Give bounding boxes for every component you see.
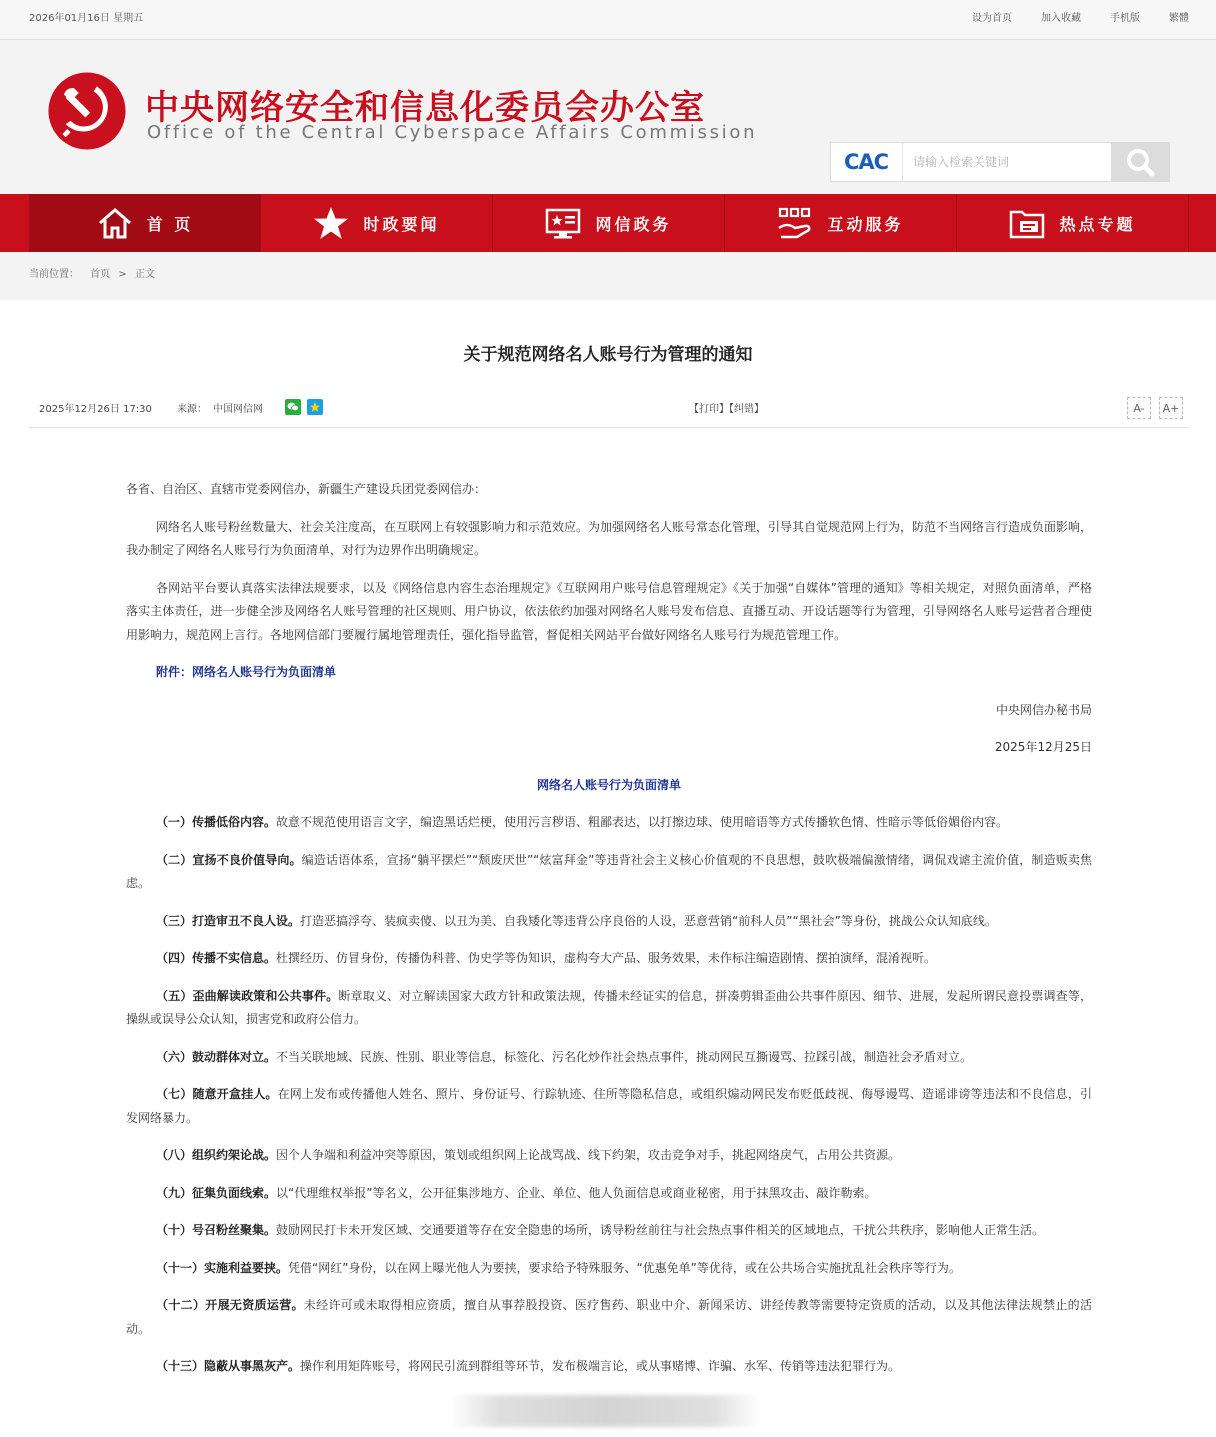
list-item bbox=[126, 1144, 1092, 1168]
star-icon bbox=[313, 206, 349, 240]
list-item-text: 因个人争端和利益冲突等原因，策划或组织网上论战骂战、线下约架，攻击竞争对手，挑起网络戾气，占用公共资源。 bbox=[276, 1148, 901, 1162]
font-size-controls bbox=[1127, 397, 1183, 419]
font-increase-button[interactable]: A+ bbox=[1159, 397, 1183, 419]
article-source bbox=[177, 400, 263, 415]
list-item-text: 凭借“网红”身份，以在网上曝光他人为要挟，要求给予特殊服务、“优惠免单”等优待，或在公共场合实施扰乱社会秩序等行为。 bbox=[288, 1260, 961, 1275]
publish-datetime: 2025年12月26日 17:30 bbox=[39, 404, 152, 415]
party-emblem-logo[interactable] bbox=[46, 70, 128, 152]
current-date: 2026年01月16日 星期五 bbox=[29, 13, 144, 24]
list-item-text: 编造话语体系，宣扬“躺平摆烂”“颓废厌世”“炫富拜金”等违背社会主义核心价值观的不良思想，鼓吹极端偏激情绪，调侃戏谑主流价值，制造贩卖焦虑。 bbox=[126, 852, 1092, 890]
site-title-en: Office of the Central Cyberspace Affairs Commission bbox=[147, 122, 758, 143]
list-item-head: （十一）实施利益要挟。 bbox=[156, 1260, 289, 1275]
search-icon bbox=[1125, 147, 1155, 177]
list-item bbox=[126, 1083, 1092, 1130]
list-item-head: （十三）隐蔽从事黑灰产。 bbox=[156, 1359, 301, 1373]
source-name: 中国网信网 bbox=[213, 404, 263, 415]
site-title-cn: 中央网络安全和信息化委员会办公室 bbox=[145, 88, 705, 128]
list-item bbox=[126, 1182, 1092, 1206]
nav-politics-news-label: 时政要闻 bbox=[363, 214, 440, 234]
list-item-head: （九）征集负面线索。 bbox=[156, 1185, 277, 1200]
breadcrumb-separator: > bbox=[118, 269, 127, 280]
nav-politics-news[interactable] bbox=[261, 194, 493, 252]
list-item-head: （十）号召粉丝聚集。 bbox=[156, 1223, 277, 1237]
wechat-share-icon[interactable] bbox=[285, 399, 301, 415]
list-item-head: （五）歪曲解读政策和公共事件。 bbox=[156, 988, 339, 1003]
qzone-share-icon[interactable] bbox=[307, 399, 323, 415]
source-label: 来源： bbox=[177, 404, 207, 415]
list-item-text: 鼓励网民打卡未开发区域、交通要道等存在安全隐患的场所，诱导粉丝前往与社会热点事件相关的区域地点，干扰公共秩序，影响他人正常生活。 bbox=[276, 1223, 1045, 1237]
article-tools bbox=[689, 400, 764, 415]
list-item bbox=[126, 1257, 1092, 1281]
search-box bbox=[830, 142, 1170, 182]
search-button[interactable] bbox=[1111, 143, 1169, 181]
list-item bbox=[126, 849, 1092, 896]
nav-hot-topics[interactable] bbox=[957, 194, 1189, 252]
list-item-text: 打造恶搞浮夸、装疯卖傻、以丑为美、自我矮化等违背公序良俗的人设，恶意营销“前科人员”“黑社会”等身份，挑战公众认知底线。 bbox=[300, 913, 997, 928]
article-title: 关于规范网络名人账号行为管理的通知 bbox=[463, 345, 753, 365]
article-body bbox=[126, 478, 1092, 1393]
list-item-head: （六）鼓动群体对立。 bbox=[156, 1049, 277, 1064]
list-item bbox=[126, 910, 1092, 934]
list-item-head: （十二）开展无资质运营。 bbox=[156, 1298, 304, 1312]
sign-date: 2025年12月25日 bbox=[994, 740, 1092, 754]
blurred-watermark bbox=[450, 1395, 760, 1427]
list-title: 网络名人账号行为负面清单 bbox=[536, 777, 681, 792]
top-bar bbox=[0, 0, 1216, 40]
list-item-text: 断章取义、对立解读国家大政方针和政策法规，传播未经证实的信息，拼凑剪辑歪曲公共事件原因、细节、进展，发起所谓民意投票调查等，操纵或误导公众认知，损害党和政府公信力。 bbox=[126, 988, 1092, 1026]
paragraph-1: 网络名人账号粉丝数量大、社会关注度高，在互联网上有较强影响力和示范效应。为加强网络名人账号常态化管理，引导其自觉规范网上行为，防范不当网络言行造成负面影响，我办制定了网络名人账号行为负面清单，对行为边界作出明确规定。 bbox=[126, 519, 1093, 557]
nav-interactive-services[interactable] bbox=[725, 194, 957, 252]
list-item-text: 未经许可或未取得相应资质，擅自从事荐股投资、医疗售药、职业中介、新闻采访、讲经传教等需要特定资质的活动，以及其他法律法规禁止的活动。 bbox=[126, 1298, 1092, 1336]
list-item-text: 故意不规范使用语言文字，编造黑话烂梗，使用污言秽语、粗鄙表达，以打擦边球、使用暗语等方式传播软色情、性暗示等低俗媚俗内容。 bbox=[276, 815, 1009, 829]
breadcrumb-bar bbox=[0, 252, 1216, 300]
traditional-chinese-link[interactable]: 繁體 bbox=[1169, 13, 1189, 24]
cac-logo-text: CAC bbox=[843, 150, 889, 174]
list-item-head: （四）传播不实信息。 bbox=[156, 951, 277, 965]
breadcrumb-home-link[interactable]: 首页 bbox=[90, 269, 111, 280]
font-decrease-button[interactable]: A- bbox=[1127, 397, 1151, 419]
search-input[interactable] bbox=[902, 143, 1111, 181]
nav-home[interactable] bbox=[29, 194, 261, 252]
cac-logo bbox=[831, 143, 901, 181]
breadcrumb-label: 当前位置： bbox=[29, 269, 79, 280]
nav-government-affairs-label: 网信政务 bbox=[595, 214, 672, 234]
list-item-head: （三）打造审丑不良人设。 bbox=[156, 913, 301, 928]
list-item bbox=[126, 1219, 1092, 1243]
add-favorite-link[interactable]: 加入收藏 bbox=[1041, 13, 1081, 24]
share-buttons bbox=[285, 399, 323, 415]
breadcrumb-current: 正文 bbox=[134, 269, 155, 280]
top-links bbox=[943, 9, 1189, 24]
list-item bbox=[126, 1355, 1092, 1379]
service-hands-icon bbox=[777, 206, 813, 240]
correction-link[interactable]: 【纠错】 bbox=[729, 404, 764, 415]
paragraph-2: 各网站平台要认真落实法律法规要求，以及《网络信息内容生态治理规定》《互联网用户账号信息管理规定》《关于加强“自媒体”管理的通知》等相关规定，对照负面清单，严格落实主体责任，进一步健全涉及网络名人账号管理的社区规则、用户协议，依法依约加强对网络名人账号发布信息、直播互动、开设话题等行为管理，引导网络名人账号运营者合理使用影响力，规范网上言行。各地网信部门要履行属地管理责任，强化指导监管，督促相关网站平台做好网络名人账号行为规范管理工作。 bbox=[126, 580, 1092, 642]
list-item bbox=[126, 947, 1092, 971]
list-item bbox=[126, 811, 1092, 835]
list-item-head: （二）宣扬不良价值导向。 bbox=[156, 852, 302, 867]
article-meta bbox=[29, 392, 1189, 428]
list-item-text: 杜撰经历、仿冒身份，传播伪科普、伪史学等伪知识，虚构夸大产品、服务效果，未作标注编造剧情、摆拍演绎，混淆视听。 bbox=[276, 951, 937, 965]
breadcrumb bbox=[29, 265, 155, 280]
list-item bbox=[126, 1046, 1092, 1070]
monitor-icon bbox=[545, 206, 581, 240]
nav-home-label: 首 页 bbox=[146, 214, 194, 234]
home-icon bbox=[97, 206, 133, 240]
attachment-link[interactable]: 附件：网络名人账号行为负面清单 bbox=[156, 665, 337, 679]
list-item-head: （一）传播低俗内容。 bbox=[156, 815, 277, 829]
list-item-text: 以“代理维权举报”等名义，公开征集涉地方、企业、单位、他人负面信息或商业秘密，用于抹黑攻击、敲诈勒索。 bbox=[276, 1185, 877, 1200]
mobile-version-link[interactable]: 手机版 bbox=[1110, 13, 1140, 24]
nav-hot-topics-label: 热点专题 bbox=[1059, 214, 1136, 234]
set-homepage-link[interactable]: 设为首页 bbox=[972, 13, 1012, 24]
nav-government-affairs[interactable] bbox=[493, 194, 725, 252]
list-item bbox=[126, 985, 1092, 1032]
list-item-head: （七）随意开盒挂人。 bbox=[156, 1087, 278, 1101]
salutation: 各省、自治区、直辖市党委网信办，新疆生产建设兵团党委网信办： bbox=[126, 482, 487, 496]
list-item-text: 在网上发布或传播他人姓名、照片、身份证号、行踪轨迹、住所等隐私信息，或组织煽动网民发布贬低歧视、侮辱谩骂、造谣诽谤等违法和不良信息，引发网络暴力。 bbox=[126, 1087, 1092, 1125]
signature: 中央网信办秘书局 bbox=[995, 702, 1092, 717]
main-nav bbox=[0, 194, 1216, 252]
print-link[interactable]: 【打印】 bbox=[689, 404, 729, 415]
list-item-text: 操作利用矩阵账号，将网民引流到群组等环节，发布极端言论，或从事赌博、诈骗、水军、传销等违法犯罪行为。 bbox=[300, 1359, 901, 1373]
folder-icon bbox=[1009, 206, 1045, 240]
nav-interactive-services-label: 互动服务 bbox=[827, 214, 904, 234]
site-header bbox=[0, 40, 1216, 194]
list-item-head: （八）组织约架论战。 bbox=[156, 1148, 277, 1162]
list-item bbox=[126, 1294, 1092, 1341]
list-item-text: 不当关联地域、民族、性别、职业等信息，标签化、污名化炒作社会热点事件，挑动网民互撕谩骂、拉踩引战，制造社会矛盾对立。 bbox=[276, 1049, 973, 1064]
